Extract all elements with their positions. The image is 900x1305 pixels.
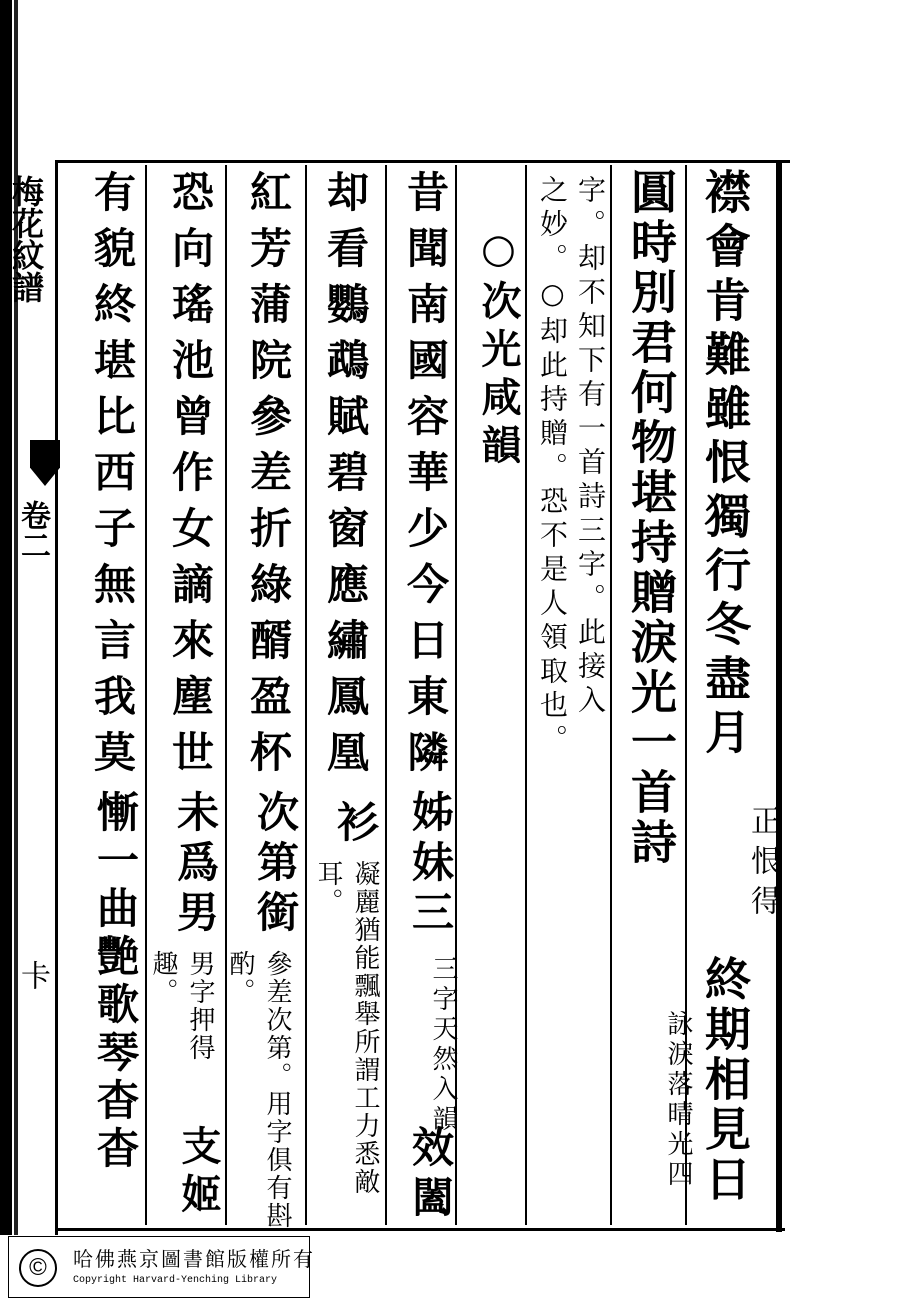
copyright-sub-text: Copyright Harvard-Yenching Library [73, 1275, 278, 1286]
spine-title: 梅花紋譜 [7, 175, 45, 303]
annotation-column-2: 詠淚落晴光四 [663, 1010, 693, 1190]
commentary-column-3: 字。却不知下有一首詩三字。此接入 [574, 175, 607, 719]
annotation-column-8: 參差次第。用字俱有斟酌。 [225, 950, 292, 1230]
commentary-column-4: 之妙。○却此持贈。恐不是人領取也。 [536, 175, 569, 758]
annotation-column-7: 凝麗猶能飄舉所謂工力悉敵耳。 [313, 860, 380, 1196]
text-column-8-cont: 次第銜 [251, 790, 300, 940]
text-column-8: 紅芳蒲院參差折綠醑盈杯 [244, 170, 293, 786]
text-column-6-cont: 姊妹三 [406, 790, 455, 940]
copyright-main-text: 哈佛燕京圖書館版權所有 [73, 1247, 315, 1271]
text-column-7: 却看鸚鵡賦碧窗應繡鳳凰 [321, 170, 370, 786]
text-column-2: 圓時別君何物堪持贈淚光一首詩 [624, 168, 678, 868]
text-column-6-end: 效闔 [406, 1125, 455, 1225]
column-divider [610, 165, 612, 1225]
text-column-1: 襟會肯難雖恨獨行冬盡月 [698, 168, 752, 762]
text-column-10-cont: 慚一曲艷歌琴杳杳 [91, 790, 140, 1174]
frame-top-border [55, 160, 790, 163]
spine-volume: 卷二 [15, 500, 50, 560]
text-column-6: 昔聞南國容華少今日東隣 [401, 170, 450, 786]
text-column-9-cont: 未爲男 [171, 790, 220, 940]
text-column-9-end: 支姬 [175, 1125, 222, 1221]
annotation-column-6: 三字天然入韻 [428, 955, 458, 1135]
poem-heading: ○次光咸韻 [475, 225, 522, 472]
column-divider [145, 165, 147, 1225]
frame-bottom-border [55, 1228, 785, 1231]
column-divider [305, 165, 307, 1225]
annotation-column-1: 正恨得 [745, 805, 780, 925]
copyright-icon: © [19, 1249, 57, 1287]
column-divider [225, 165, 227, 1225]
spine-margin [16, 160, 56, 1230]
frame-left-border [55, 160, 58, 1235]
spine-page-number: 卡 [15, 960, 50, 990]
text-column-9: 恐向瑤池曾作女謫來塵世 [166, 170, 215, 786]
column-divider [385, 165, 387, 1225]
text-column-10: 有貌終堪比西子無言我莫 [88, 170, 137, 786]
text-column-1-cont: 終期相見日 [698, 955, 752, 1205]
frame-right-border [776, 162, 782, 1232]
copyright-notice [8, 1236, 315, 1298]
text-column-7-cont: 衫 [331, 800, 380, 850]
annotation-column-9: 男字押得趣。 [148, 950, 215, 1062]
